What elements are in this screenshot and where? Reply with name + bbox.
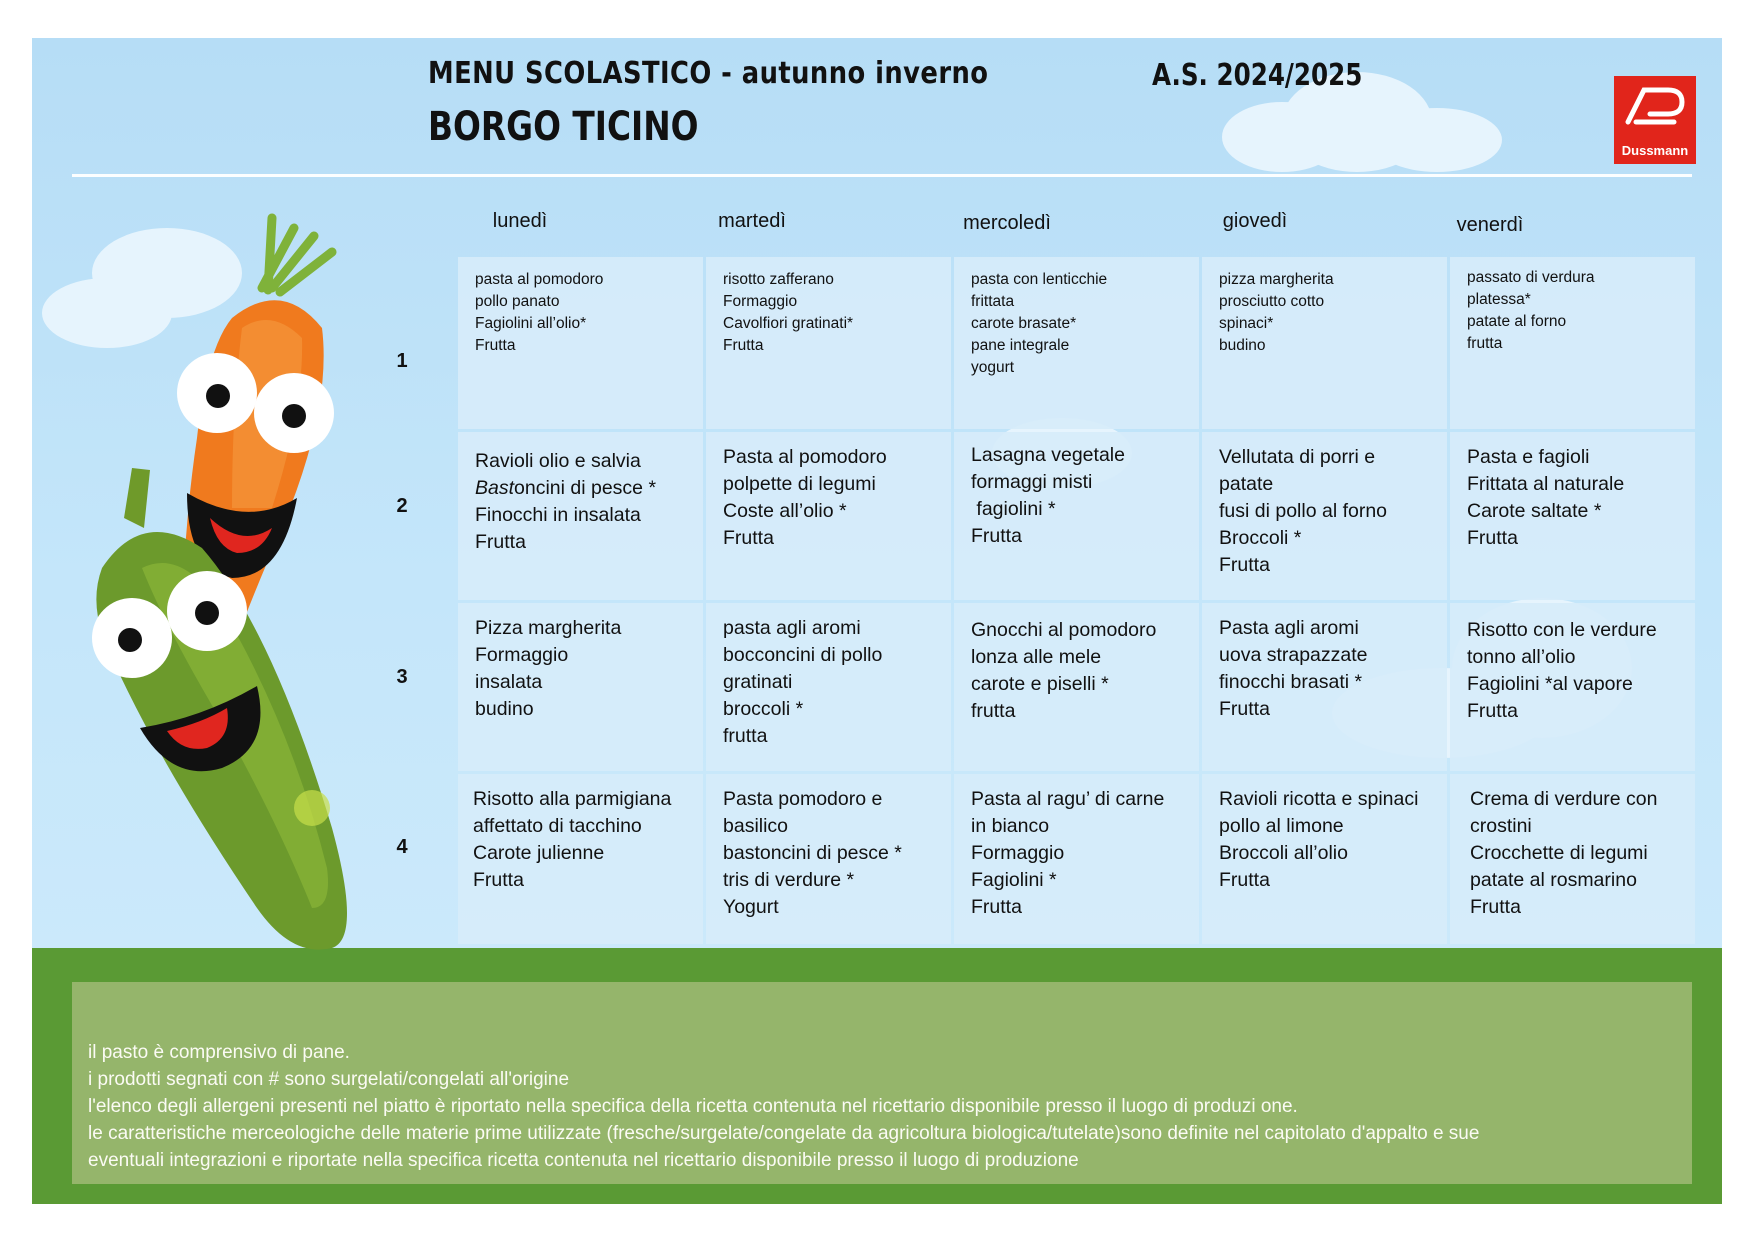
vegetable-illustration — [32, 208, 412, 1108]
dish: Frutta — [1219, 554, 1270, 576]
dish: pasta al pomodoro — [475, 271, 604, 288]
dish: bocconcini di pollo — [723, 644, 883, 666]
week-number: 3 — [396, 666, 408, 688]
meal-cell — [1202, 257, 1447, 429]
meal-cell — [1202, 603, 1447, 771]
note-line: eventuali integrazioni e riportate nella specifica ricetta contenuta nel ricettario disponibile presso il luogo di produzione — [88, 1150, 1079, 1171]
dish: Fagiolini * — [971, 869, 1057, 891]
dish: Bastoncini di pesce * — [475, 477, 657, 499]
title-divider — [72, 174, 1692, 177]
dish: Frutta — [1470, 896, 1521, 918]
dish: Frutta — [723, 527, 774, 549]
dish: Pasta al ragu’ di carne — [971, 788, 1165, 810]
meal-cell — [1202, 432, 1447, 600]
dish: carote e piselli * — [971, 673, 1109, 695]
meal-cell — [954, 257, 1199, 429]
dish: Pizza margherita — [475, 617, 622, 639]
dish: tonno all’olio — [1467, 646, 1576, 668]
dish: Frutta — [723, 337, 764, 354]
dish: Pasta e fagioli — [1467, 446, 1590, 468]
meal-cell — [458, 257, 703, 429]
dish: Frutta — [1219, 698, 1270, 720]
dish: pasta con lenticchie — [971, 271, 1108, 288]
dish: Frutta — [1467, 527, 1518, 549]
dish: pane integrale — [971, 337, 1070, 354]
dish: Broccoli all’olio — [1219, 842, 1348, 864]
dish: prosciutto cotto — [1219, 293, 1325, 310]
page-subtitle: BORGO TICINO — [428, 104, 699, 150]
meal-cell — [458, 774, 703, 944]
dish: patate al forno — [1467, 313, 1567, 330]
dish: Frittata al naturale — [1467, 473, 1625, 495]
dish: Fagiolini all’olio* — [475, 315, 587, 332]
meal-cell — [954, 432, 1199, 600]
dish: risotto zafferano — [723, 271, 834, 288]
dish: uova strapazzate — [1219, 644, 1368, 666]
dish: Frutta — [971, 896, 1022, 918]
dish: Gnocchi al pomodoro — [971, 619, 1157, 641]
dish: Ravioli olio e salvia — [475, 450, 641, 472]
day-header-friday: venerdì — [1456, 214, 1524, 236]
dish: pollo panato — [475, 293, 560, 310]
day-header-thursday: giovedì — [1222, 210, 1288, 232]
day-header-tuesday: martedì — [718, 210, 786, 232]
dish: Lasagna vegetale — [971, 444, 1125, 466]
dish: Frutta — [473, 869, 524, 891]
dish: pasta agli aromi — [723, 617, 861, 639]
dish: polpette di legumi — [723, 473, 876, 495]
dish: Cavolfiori gratinati* — [723, 315, 854, 332]
week-number: 2 — [396, 495, 408, 517]
dish: in bianco — [971, 815, 1050, 837]
dish: patate al rosmarino — [1470, 869, 1637, 891]
dish: insalata — [475, 671, 543, 693]
dish: Formaggio — [723, 293, 798, 310]
dish: lonza alle mele — [971, 646, 1102, 668]
dish: Pasta agli aromi — [1219, 617, 1359, 639]
week-number: 1 — [396, 350, 408, 372]
dish: Risotto con le verdure — [1467, 619, 1657, 641]
dish: formaggi misti — [971, 471, 1093, 493]
dish: Ravioli ricotta e spinaci — [1219, 788, 1419, 810]
logo-text: Dussmann — [1621, 143, 1689, 158]
dish: Risotto alla parmigiana — [473, 788, 672, 810]
note-line: i prodotti segnati con # sono surgelati/congelati all'origine — [88, 1069, 570, 1090]
dish: Frutta — [1219, 869, 1270, 891]
dish: carote brasate* — [971, 315, 1077, 332]
dish: platessa* — [1467, 291, 1531, 308]
meal-cell — [458, 603, 703, 771]
dish: Yogurt — [723, 896, 779, 918]
note-line: l'elenco degli allergeni presenti nel piatto è riportato nella specifica della ricetta contenuta nel ricettario disponibile presso il luogo di produzi one. — [88, 1096, 1298, 1117]
dish: yogurt — [971, 359, 1015, 376]
dish: Fagiolini *al vapore — [1467, 673, 1633, 695]
dish: Crocchette di legumi — [1470, 842, 1648, 864]
meal-cell — [706, 603, 951, 771]
logo-mark-icon — [1614, 76, 1696, 136]
dish: Crema di verdure con — [1470, 788, 1658, 810]
dish: crostini — [1470, 815, 1532, 837]
dish: Pasta al pomodoro — [723, 446, 887, 468]
dish: finocchi brasati * — [1219, 671, 1363, 693]
dish: frittata — [971, 293, 1015, 310]
dish: frutta — [971, 700, 1016, 722]
meal-cell — [954, 774, 1199, 944]
meal-cell — [706, 774, 951, 944]
dish: Vellutata di porri e — [1219, 446, 1376, 468]
dish: pollo al limone — [1219, 815, 1344, 837]
school-year: A.S. 2024/2025 — [1152, 58, 1363, 93]
dish: Pasta pomodoro e — [723, 788, 883, 810]
dish: Coste all’olio * — [723, 500, 847, 522]
dish: Carote julienne — [473, 842, 605, 864]
dish: Frutta — [1467, 700, 1518, 722]
dish: broccoli * — [723, 698, 804, 720]
day-header-monday: lunedì — [492, 210, 548, 232]
note-line: il pasto è comprensivo di pane. — [88, 1042, 350, 1063]
meal-cell — [1450, 774, 1695, 944]
note-line: le caratteristiche merceologiche delle materie prime utilizzate (fresche/surgelate/congelate da agricoltura biologica/tutelate)sono definite nel capitolato d'appalto e sue — [88, 1123, 1480, 1144]
dish: pizza margherita — [1219, 271, 1334, 288]
meal-cell — [706, 257, 951, 429]
day-header-wednesday: mercoledì — [963, 212, 1051, 234]
dish: frutta — [723, 725, 768, 747]
dish-emphasis: Bast — [475, 477, 515, 499]
dish: Frutta — [475, 337, 516, 354]
dish: Formaggio — [475, 644, 569, 666]
meal-cell — [706, 432, 951, 600]
dish: frutta — [1467, 335, 1503, 352]
week-number: 4 — [396, 836, 408, 858]
page-title: MENU SCOLASTICO - autunno inverno — [428, 56, 989, 91]
dish: Frutta — [475, 531, 526, 553]
dish: Frutta — [971, 525, 1022, 547]
meal-cell — [1450, 432, 1695, 600]
dish: Carote saltate * — [1467, 500, 1602, 522]
dish: Broccoli * — [1219, 527, 1302, 549]
meal-cell — [954, 603, 1199, 771]
dish: gratinati — [723, 671, 793, 693]
cloud — [1372, 108, 1502, 172]
dish: affettato di tacchino — [473, 815, 642, 837]
dish: budino — [1219, 337, 1266, 354]
meal-cell — [1202, 774, 1447, 944]
dish: budino — [475, 698, 534, 720]
dish: tris di verdure * — [723, 869, 855, 891]
dish: Formaggio — [971, 842, 1065, 864]
dussmann-logo — [1614, 76, 1696, 164]
dish: fusi di pollo al forno — [1219, 500, 1388, 522]
dish: passato di verdura — [1467, 269, 1595, 286]
dish: basilico — [723, 815, 789, 837]
menu-poster — [32, 38, 1722, 1204]
dish: fagiolini * — [971, 498, 1056, 520]
dish: spinaci* — [1219, 315, 1274, 332]
dish: Finocchi in insalata — [475, 504, 641, 526]
dish: bastoncini di pesce * — [723, 842, 902, 864]
meal-cell — [1450, 603, 1695, 771]
meal-cell — [1450, 257, 1695, 429]
meal-cell — [458, 432, 703, 600]
dish: patate — [1219, 473, 1274, 495]
